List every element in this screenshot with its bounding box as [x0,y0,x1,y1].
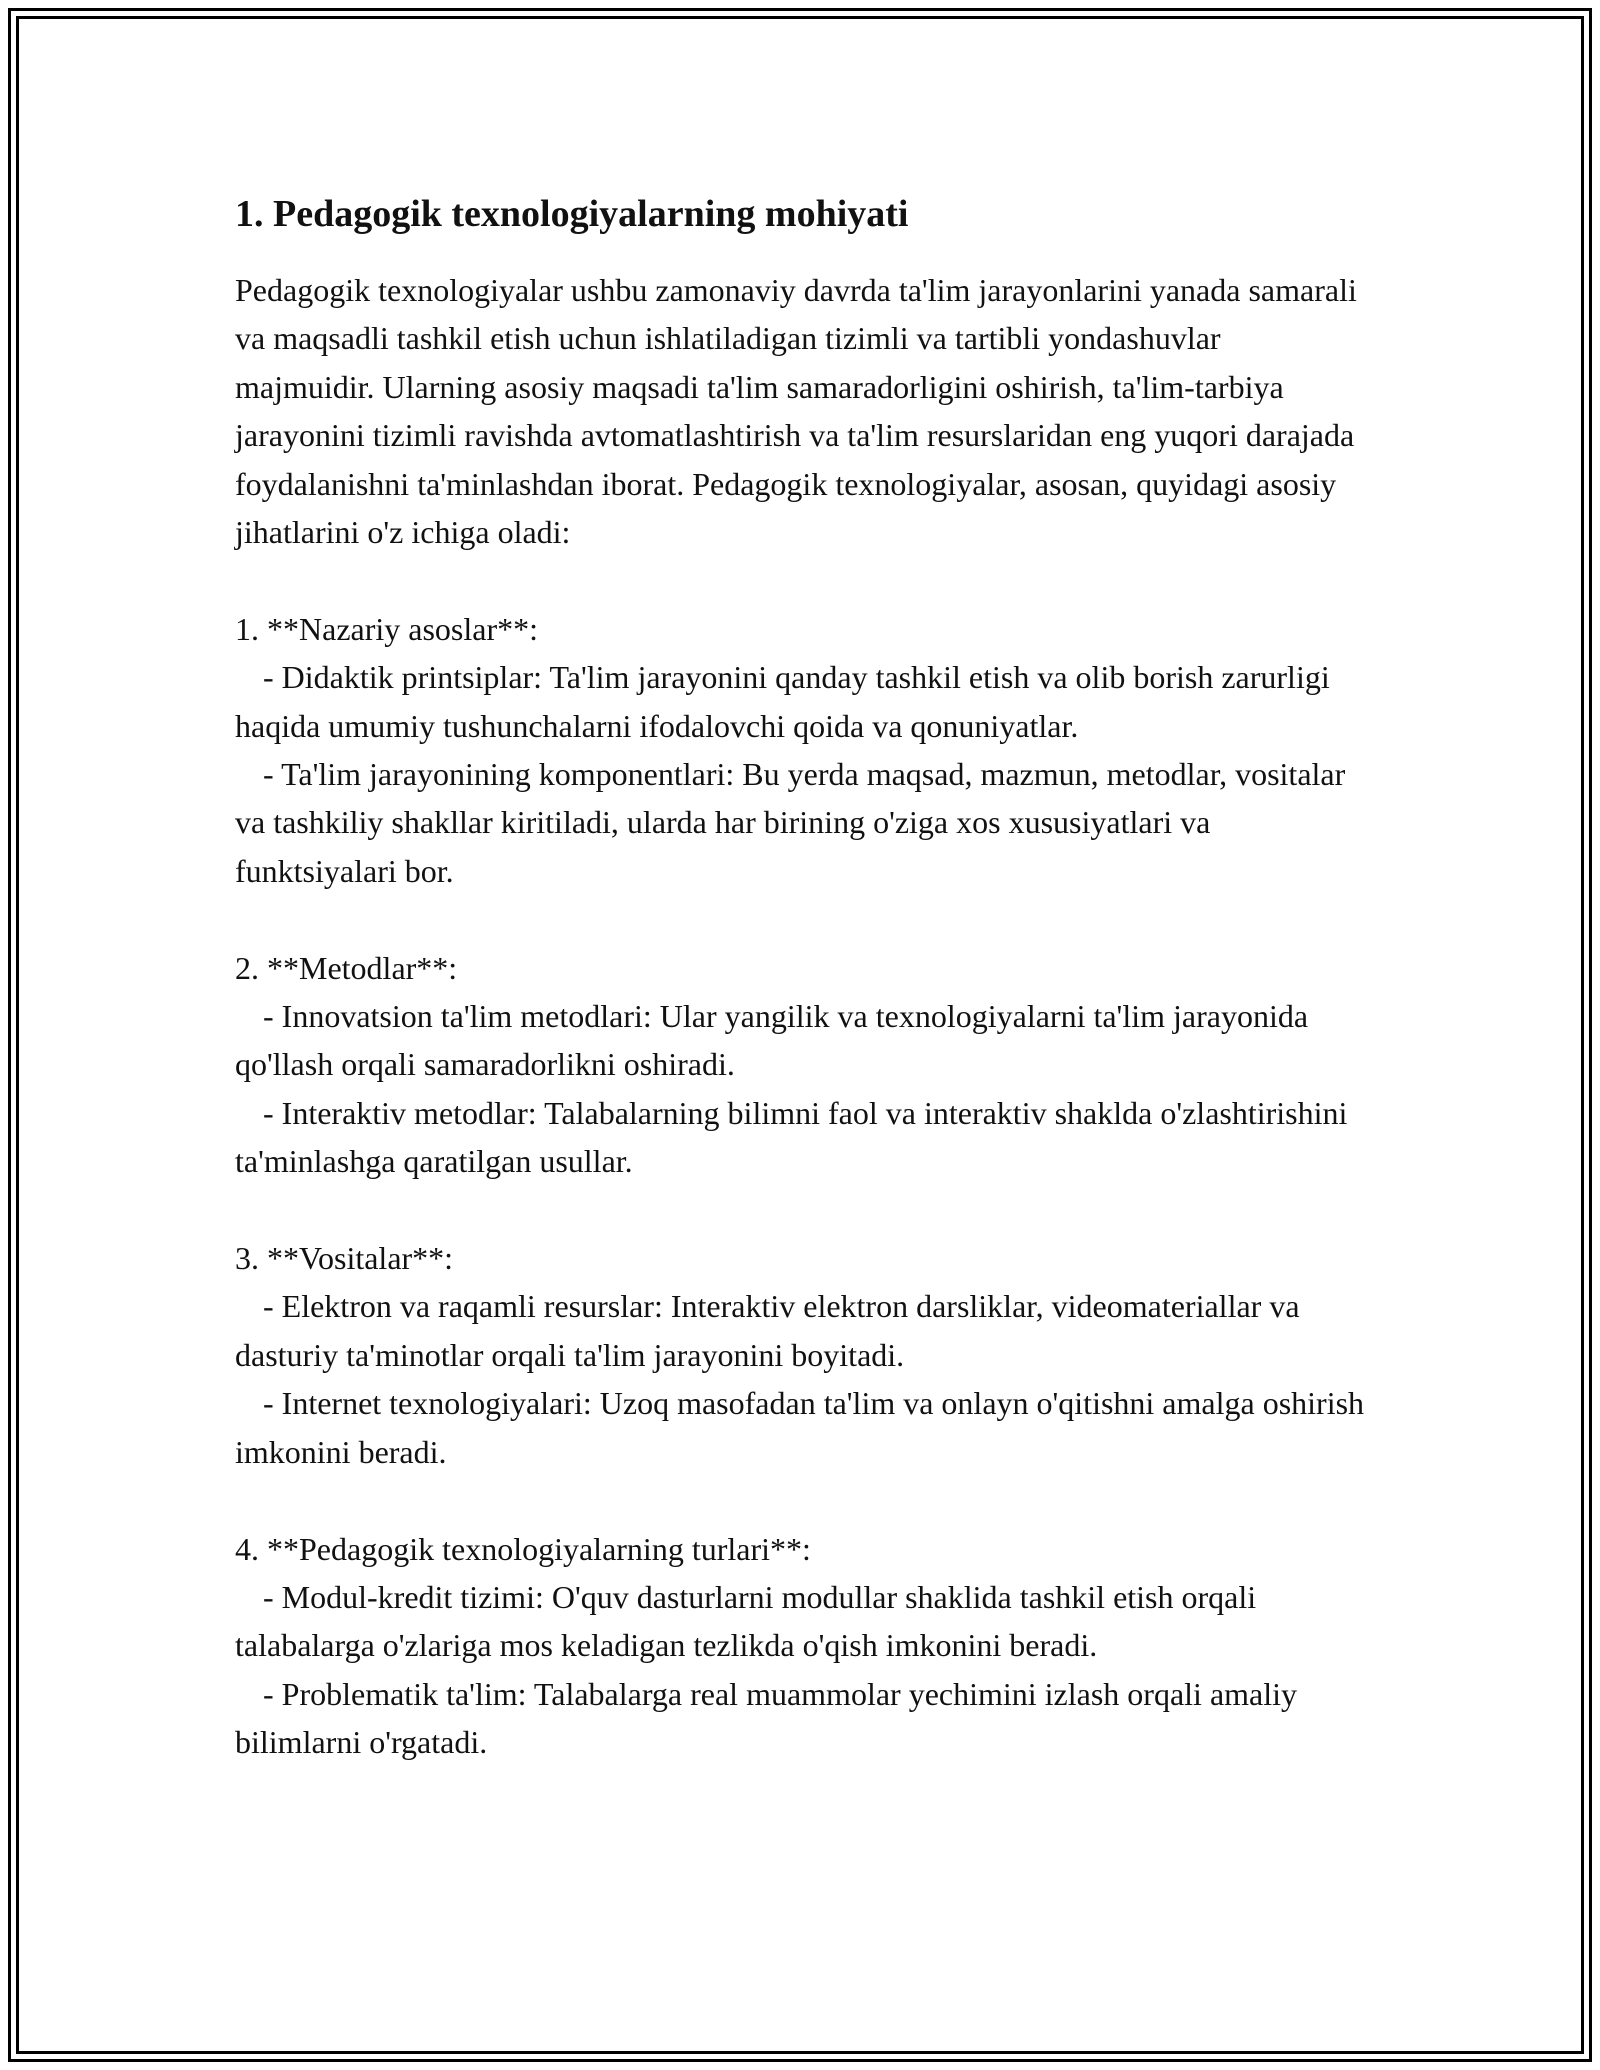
list-item: - Elektron va raqamli resurslar: Interaktiv elektron darsliklar, videomateriallar va dasturiy ta'minotlar orqali ta'lim jarayonini boyitadi. [235,1288,1300,1373]
document-title: 1. Pedagogik texnologiyalarning mohiyati [235,193,909,235]
list-item: - Ta'lim jarayonining komponentlari: Bu yerda maqsad, mazmun, metodlar, vositalar va tashkiliy shakllar kiritiladi, ularda har birining o'ziga xos xususiyatlari va funktsiyalari bor. [235,756,1346,889]
list-item: - Innovatsion ta'lim metodlari: Ular yangilik va texnologiyalarni ta'lim jarayonida qo'llash orqali samaradorlikni oshiradi. [235,998,1309,1083]
intro-paragraph: Pedagogik texnologiyalar ushbu zamonaviy davrda ta'lim jarayonlarini yanada samarali va maqsadli tashkil etish uchun ishlatiladigan tizimli va tartibli yondashuvlar majmuidir. Ularning asosiy maqsadi ta'lim samaradorligini oshirish, ta'lim-tarbiya jarayonini tizimli ravishda avtomatlashtirish va ta'lim resurslaridan eng yuqori darajada foydalanishni ta'minlashdan iborat. Pedagogik texnologiyalar, asosan, quyidagi asosiy jihatlarini o'z ichiga oladi: [235,272,1357,551]
section-title: 2. **Metodlar**: [235,949,458,986]
section-title: 3. **Vositalar**: [235,1240,454,1277]
section-nazariy-asoslar [235,605,1365,895]
section-title: 1. **Nazariy asoslar**: [235,610,539,647]
section-title: 4. **Pedagogik texnologiyalarning turlari**: [235,1530,811,1567]
list-item: - Problematik ta'lim: Talabalarga real muammolar yechimini izlash orqali amaliy bilimlarni o'rgatadi. [235,1675,1298,1761]
list-item: - Internet texnologiyalari: Uzoq masofadan ta'lim va onlayn o'qitishni amalga oshirish imkonini beradi. [235,1385,1365,1470]
list-item: - Modul-kredit tizimi: O'quv dasturlarni modullar shaklida tashkil etish orqali talabalarga o'zlariga mos keladigan tezlikda o'qish imkonini beradi. [235,1578,1257,1664]
document-body [235,188,1365,1767]
list-item: - Interaktiv metodlar: Talabalarning bilimni faol va interaktiv shaklda o'zlashtirishini ta'minlashga qaratilgan usullar. [235,1094,1348,1180]
section-turlari [235,1525,1365,1767]
list-item: - Didaktik printsiplar: Ta'lim jarayonini qanday tashkil etish va olib borish zarurligi haqida umumiy tushunchalarni ifodalovchi qoida va qonuniyatlar. [235,659,1330,744]
section-vositalar [235,1234,1365,1476]
section-metodlar [235,944,1365,1186]
